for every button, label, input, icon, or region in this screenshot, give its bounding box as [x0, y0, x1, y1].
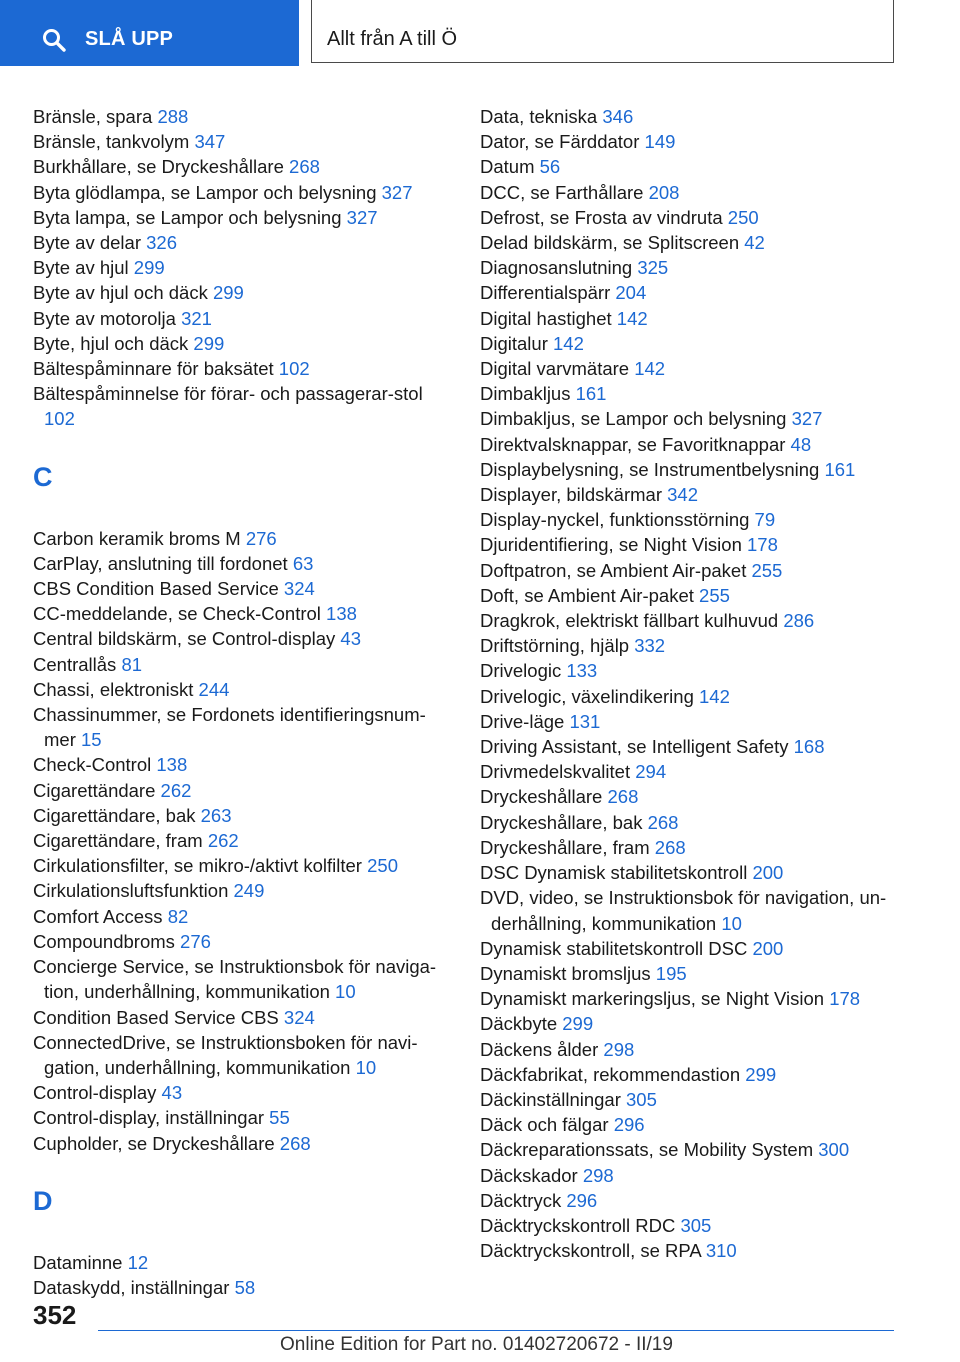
- footer-divider: [98, 1330, 894, 1331]
- page-link[interactable]: 178: [829, 988, 861, 1010]
- page-link[interactable]: 255: [699, 584, 730, 606]
- index-entry-text: Bältespåminnelse för förar- och passagerar-stol: [33, 383, 423, 405]
- page-link[interactable]: 262: [207, 830, 239, 852]
- index-entry-text: Differentialspärr: [480, 282, 611, 304]
- page-link[interactable]: 102: [278, 358, 310, 380]
- index-entry: [480, 558, 910, 583]
- page-link[interactable]: 10: [335, 981, 356, 1003]
- index-entry-text: Däcktryckskontroll, se RPA: [480, 1240, 701, 1262]
- index-entry: [480, 759, 910, 784]
- index-entry: [480, 1238, 910, 1263]
- index-entry: [480, 1112, 910, 1137]
- index-entry: [480, 961, 910, 986]
- index-entry-text: Bränsle, spara: [33, 106, 153, 127]
- index-entry: [480, 507, 910, 532]
- index-entry-text: ConnectedDrive, se Instruktionsboken för navi-gation, underhållning, kommunikation: [33, 1031, 418, 1078]
- index-entry: [480, 1062, 910, 1087]
- index-entry: [480, 936, 910, 961]
- index-entry-text: Byte av motorolja: [33, 307, 176, 329]
- page-link[interactable]: 63: [292, 552, 314, 574]
- index-entry-text: Dynamiskt markeringsljus, se Night Vision: [480, 988, 825, 1010]
- index-entry-text: Driftstörning, hjälp: [480, 635, 630, 657]
- index-entry: [480, 381, 910, 406]
- index-entry-text: Burkhållare, se Dryckeshållare: [33, 156, 284, 178]
- index-entry: [480, 608, 910, 633]
- index-entry-text: Cupholder, se Dryckeshållare: [33, 1132, 275, 1154]
- page-link[interactable]: 268: [607, 786, 639, 808]
- index-entry: [33, 1080, 448, 1105]
- index-entry: [480, 860, 910, 885]
- index-entry: [33, 828, 448, 853]
- page-link[interactable]: 43: [340, 628, 361, 650]
- index-entry: [33, 702, 448, 752]
- index-entry-text: Däckens ålder: [480, 1038, 599, 1060]
- page-link[interactable]: 298: [582, 1164, 614, 1186]
- page-link[interactable]: 268: [647, 811, 679, 833]
- page-link[interactable]: 276: [180, 930, 211, 952]
- page-link[interactable]: 204: [615, 282, 647, 304]
- page-link[interactable]: 299: [745, 1063, 777, 1085]
- index-entry-text: Cirkulationsluftsfunktion: [33, 880, 229, 902]
- index-entry: [480, 810, 910, 835]
- page-link[interactable]: 208: [648, 181, 680, 203]
- index-entry-text: Dragkrok, elektriskt fällbart kulhuvud: [480, 610, 779, 632]
- index-entry: [480, 356, 910, 381]
- index-entry: [33, 601, 448, 626]
- page-link[interactable]: 250: [727, 206, 759, 228]
- index-entry-text: Datum: [480, 156, 535, 178]
- index-entry-text: Däcktryckskontroll RDC: [480, 1214, 676, 1236]
- index-entry-text: Control-display, inställningar: [33, 1107, 265, 1129]
- index-entry-text: Däcktryck: [480, 1189, 562, 1211]
- index-entry: [480, 986, 910, 1011]
- header: [0, 0, 960, 66]
- page-link[interactable]: 161: [575, 383, 607, 405]
- index-entry: [480, 1037, 910, 1062]
- index-entry-text: Däck och fälgar: [480, 1114, 609, 1136]
- index-entry: [33, 205, 448, 230]
- index-letter-heading: D: [33, 1185, 53, 1216]
- page-link[interactable]: 288: [157, 106, 189, 127]
- index-entry: [480, 1087, 910, 1112]
- index-entry: [480, 255, 910, 280]
- index-entry-text: Drive-läge: [480, 710, 565, 732]
- page-link[interactable]: 327: [346, 206, 378, 228]
- index-entry-text: Drivmedelskvalitet: [480, 761, 631, 783]
- index-entry: [33, 280, 448, 305]
- index-entry-text: Dataskydd, inställningar: [33, 1276, 230, 1298]
- page-link[interactable]: 262: [160, 779, 192, 801]
- index-entry-text: Dimbakljus: [480, 383, 571, 405]
- page-link[interactable]: 298: [603, 1038, 635, 1060]
- index-entry: [480, 1011, 910, 1036]
- index-entry-text: Condition Based Service CBS: [33, 1006, 279, 1028]
- page-link[interactable]: 305: [680, 1214, 712, 1236]
- page-link[interactable]: 296: [566, 1189, 598, 1211]
- page-link[interactable]: 79: [754, 509, 776, 531]
- index-entry-text: Centrallås: [33, 653, 117, 675]
- index-entry-text: Cirkulationsfilter, se mikro-/aktivt kolfilter: [33, 855, 362, 877]
- index-entry: [480, 457, 910, 482]
- search-icon: [42, 28, 66, 52]
- index-entry-text: Drivelogic, växelindikering: [480, 685, 694, 707]
- index-entry: [33, 752, 448, 777]
- page-link[interactable]: 342: [667, 484, 698, 506]
- index-entry: [480, 1137, 910, 1162]
- index-entry: [33, 306, 448, 331]
- index-entry: [480, 1163, 910, 1188]
- index-entry: [480, 280, 910, 305]
- index-entry-text: Bränsle, tankvolym: [33, 131, 190, 153]
- index-entry: [480, 154, 910, 179]
- index-entry-text: Doftpatron, se Ambient Air-paket: [480, 559, 747, 581]
- page-link[interactable]: 200: [752, 862, 784, 884]
- index-entry: [480, 306, 910, 331]
- index-entry-text: Däckreparationssats, se Mobility System: [480, 1139, 814, 1161]
- index-entry-text: Concierge Service, se Instruktionsbok för naviga-tion, underhållning, kommunikation: [33, 956, 437, 1003]
- page-link[interactable]: 321: [181, 307, 212, 329]
- page-link[interactable]: 15: [81, 729, 102, 751]
- page-link[interactable]: 12: [127, 1251, 149, 1273]
- index-entry-text: Compoundbroms: [33, 930, 175, 952]
- index-entry: [33, 626, 448, 651]
- index-entry-text: Check-Control: [33, 754, 152, 776]
- page-link[interactable]: 244: [198, 678, 230, 700]
- page-link[interactable]: 326: [146, 232, 177, 254]
- index-entry-text: Defrost, se Frosta av vindruta: [480, 206, 723, 228]
- page-link[interactable]: 82: [167, 905, 189, 927]
- index-entry-text: Comfort Access: [33, 905, 163, 927]
- index-entry-text: Dryckeshållare, bak: [480, 811, 643, 833]
- index-entry: [480, 583, 910, 608]
- search-button[interactable]: [0, 0, 299, 66]
- index-entry-text: Diagnosanslutning: [480, 257, 633, 279]
- page-link[interactable]: 142: [634, 358, 666, 380]
- page-link[interactable]: 168: [793, 736, 825, 758]
- index-entry: [33, 1005, 448, 1030]
- index-entry-text: Cigarettändare: [33, 779, 156, 801]
- index-entry-text: Cigarettändare, fram: [33, 830, 203, 852]
- index-entry: [480, 331, 910, 356]
- index-entry-text: Dataminne: [33, 1251, 123, 1273]
- page-link[interactable]: 102: [44, 408, 75, 430]
- index-entry: [480, 633, 910, 658]
- index-entry-text: Chassinummer, se Fordonets identifieringsnum-mer: [33, 704, 426, 751]
- index-entry-text: Digital varvmätare: [480, 358, 630, 380]
- index-entry: [33, 954, 448, 1004]
- page-link[interactable]: 195: [655, 962, 687, 984]
- index-entry-text: Central bildskärm, se Control-display: [33, 628, 336, 650]
- page-link[interactable]: 299: [562, 1013, 594, 1035]
- index-entry-text: Byte av hjul: [33, 257, 129, 279]
- index-entry-text: Däckfabrikat, rekommendastion: [480, 1063, 741, 1085]
- index-entry: [480, 784, 910, 809]
- index-entry: [480, 180, 910, 205]
- section-title: Allt från A till Ö: [327, 28, 458, 50]
- index-entry: [480, 129, 910, 154]
- index-entry: [33, 129, 448, 154]
- index-entry-text: Däckskador: [480, 1164, 578, 1186]
- page-link[interactable]: 55: [269, 1107, 290, 1129]
- index-entry-text: Drivelogic: [480, 660, 562, 682]
- index-entry: [33, 803, 448, 828]
- index-entry-text: Carbon keramik broms M: [33, 527, 241, 549]
- page-link[interactable]: 250: [367, 855, 398, 877]
- index-column-left: [33, 104, 448, 1300]
- index-entry-text: Däckinställningar: [480, 1088, 621, 1110]
- index-entry: [480, 1213, 910, 1238]
- page-link[interactable]: 161: [824, 458, 856, 480]
- index-entry: [480, 205, 910, 230]
- page-link[interactable]: 299: [212, 282, 244, 304]
- index-entry: [33, 677, 448, 702]
- index-entry-text: DVD, video, se Instruktionsbok för navigation, un-derhållning, kommunikation: [480, 887, 887, 934]
- index-entry-text: Displayer, bildskärmar: [480, 484, 662, 506]
- index-entry: [480, 709, 910, 734]
- index-entry: [33, 180, 448, 205]
- page-link[interactable]: 43: [161, 1082, 183, 1104]
- page-link[interactable]: 324: [283, 1006, 315, 1028]
- page-link[interactable]: 327: [381, 181, 413, 203]
- index-entry-text: Dimbakljus, se Lampor och belysning: [480, 408, 787, 430]
- page-link[interactable]: 299: [193, 332, 225, 354]
- page-link[interactable]: 133: [566, 660, 598, 682]
- index-entry-text: Dynamiskt bromsljus: [480, 962, 651, 984]
- page-link[interactable]: 300: [818, 1139, 850, 1161]
- page-link[interactable]: 255: [751, 559, 783, 581]
- index-entry-text: Direktvalsknappar, se Favoritknappar: [480, 433, 786, 455]
- page-link[interactable]: 347: [194, 131, 226, 153]
- index-entry: [480, 532, 910, 557]
- page-link[interactable]: 310: [705, 1240, 737, 1262]
- page-link[interactable]: 296: [613, 1114, 645, 1136]
- page-link[interactable]: 346: [602, 106, 634, 127]
- index-entry: [33, 1030, 448, 1080]
- page-link[interactable]: 332: [634, 635, 666, 657]
- page-link[interactable]: 142: [699, 685, 730, 707]
- index-entry-text: Dynamisk stabilitetskontroll DSC: [480, 937, 748, 959]
- index-entry: [33, 778, 448, 803]
- page-link[interactable]: 142: [616, 307, 648, 329]
- index-entry-text: CBS Condition Based Service: [33, 578, 279, 600]
- index-entry-text: Doft, se Ambient Air-paket: [480, 584, 694, 606]
- index-entry-text: Control-display: [33, 1082, 157, 1104]
- page-link[interactable]: 10: [721, 912, 742, 934]
- index-entry-text: Delad bildskärm, se Splitscreen: [480, 232, 740, 254]
- index-entry: [33, 381, 448, 431]
- index-entry: [33, 652, 448, 677]
- index-entry: [480, 432, 910, 457]
- page-link[interactable]: 48: [790, 433, 812, 455]
- page-link[interactable]: 81: [121, 653, 143, 675]
- page-link[interactable]: 131: [569, 710, 601, 732]
- index-column-right: [480, 104, 910, 1263]
- page-link[interactable]: 268: [654, 836, 686, 858]
- index-entry: [480, 104, 910, 129]
- page-link[interactable]: 268: [289, 156, 320, 178]
- index-entry-text: Chassi, elektroniskt: [33, 678, 194, 700]
- index-entry-text: Byte, hjul och däck: [33, 332, 189, 354]
- index-entry-text: DCC, se Farthållare: [480, 181, 644, 203]
- index-entry: [33, 904, 448, 929]
- index-entry-text: Byta glödlampa, se Lampor och belysning: [33, 181, 377, 203]
- index-entry-text: Byta lampa, se Lampor och belysning: [33, 206, 342, 228]
- page-link[interactable]: 294: [635, 761, 667, 783]
- index-entry: [33, 853, 448, 878]
- index-entry: [480, 885, 910, 935]
- section-title-box: [311, 0, 894, 63]
- index-entry-text: CarPlay, anslutning till fordonet: [33, 552, 288, 574]
- index-entry: [33, 551, 448, 576]
- page-link[interactable]: 138: [156, 754, 188, 776]
- index-entry: [33, 1105, 448, 1130]
- index-entry-text: Digitalur: [480, 332, 548, 354]
- page-link[interactable]: 138: [326, 603, 357, 625]
- search-button-label: SLÅ UPP: [85, 28, 174, 50]
- page-number: 352: [33, 1300, 77, 1330]
- page-link[interactable]: 142: [553, 332, 584, 354]
- index-entry-text: Data, tekniska: [480, 106, 598, 127]
- index-entry: [33, 1131, 448, 1156]
- page-link[interactable]: 58: [234, 1276, 256, 1298]
- index-entry-text: Djuridentifiering, se Night Vision: [480, 534, 742, 556]
- page-link[interactable]: 299: [133, 257, 165, 279]
- index-entry-text: Byte av hjul och däck: [33, 282, 208, 304]
- page-link[interactable]: 268: [279, 1132, 311, 1154]
- index-entry-text: Dator, se Färddator: [480, 131, 640, 153]
- index-entry: [33, 576, 448, 601]
- page-link[interactable]: 42: [744, 232, 765, 254]
- page-link[interactable]: 200: [752, 937, 784, 959]
- page-link[interactable]: 10: [355, 1056, 377, 1078]
- index-entry: [33, 104, 448, 129]
- index-entry: [33, 929, 448, 954]
- index-entry: [33, 356, 448, 381]
- page-link[interactable]: 324: [283, 578, 315, 600]
- index-entry-text: Digital hastighet: [480, 307, 612, 329]
- index-entry: [33, 878, 448, 903]
- index-entry-text: Driving Assistant, se Intelligent Safety: [480, 736, 789, 758]
- index-entry: [480, 230, 910, 255]
- index-entry: [480, 658, 910, 683]
- index-entry: [33, 255, 448, 280]
- index-entry: [480, 835, 910, 860]
- index-entry: [33, 1250, 448, 1275]
- page-link[interactable]: 327: [791, 408, 823, 430]
- page-link[interactable]: 56: [539, 156, 561, 178]
- index-entry: [33, 154, 448, 179]
- index-entry-text: Dryckeshållare, fram: [480, 836, 650, 858]
- page-link[interactable]: 286: [783, 610, 815, 632]
- page-link[interactable]: 305: [626, 1088, 657, 1110]
- index-entry: [33, 526, 448, 551]
- index-entry-text: Display-nyckel, funktionsstörning: [480, 509, 750, 531]
- index-entry: [33, 331, 448, 356]
- page-link[interactable]: 263: [200, 804, 232, 826]
- index-entry: [480, 1188, 910, 1213]
- index-entry-text: Dryckeshållare: [480, 786, 603, 808]
- index-entry-text: Displaybelysning, se Instrumentbelysning: [480, 458, 820, 480]
- index-entry: [480, 406, 910, 431]
- index-entry: [480, 684, 910, 709]
- index-entry: [33, 1275, 448, 1300]
- footer-edition: Online Edition for Part no. 01402720672 - II/19: [280, 1334, 673, 1355]
- index-entry-text: Bältespåminnare för baksätet: [33, 358, 274, 380]
- index-entry-text: DSC Dynamisk stabilitetskontroll: [480, 862, 748, 884]
- index-entry-text: CC-meddelande, se Check-Control: [33, 603, 321, 625]
- page-link[interactable]: 276: [245, 527, 277, 549]
- index-entry: [480, 734, 910, 759]
- index-entry-text: Cigarettändare, bak: [33, 804, 196, 826]
- page-link[interactable]: 325: [637, 257, 669, 279]
- index-entry: [33, 230, 448, 255]
- index-entry-text: Byte av delar: [33, 232, 141, 254]
- page-link[interactable]: 149: [644, 131, 676, 153]
- page-link[interactable]: 178: [747, 534, 778, 556]
- index-letter-heading: C: [33, 461, 53, 492]
- index-entry: [480, 482, 910, 507]
- page-link[interactable]: 249: [233, 880, 265, 902]
- index-entry-text: Däckbyte: [480, 1013, 558, 1035]
